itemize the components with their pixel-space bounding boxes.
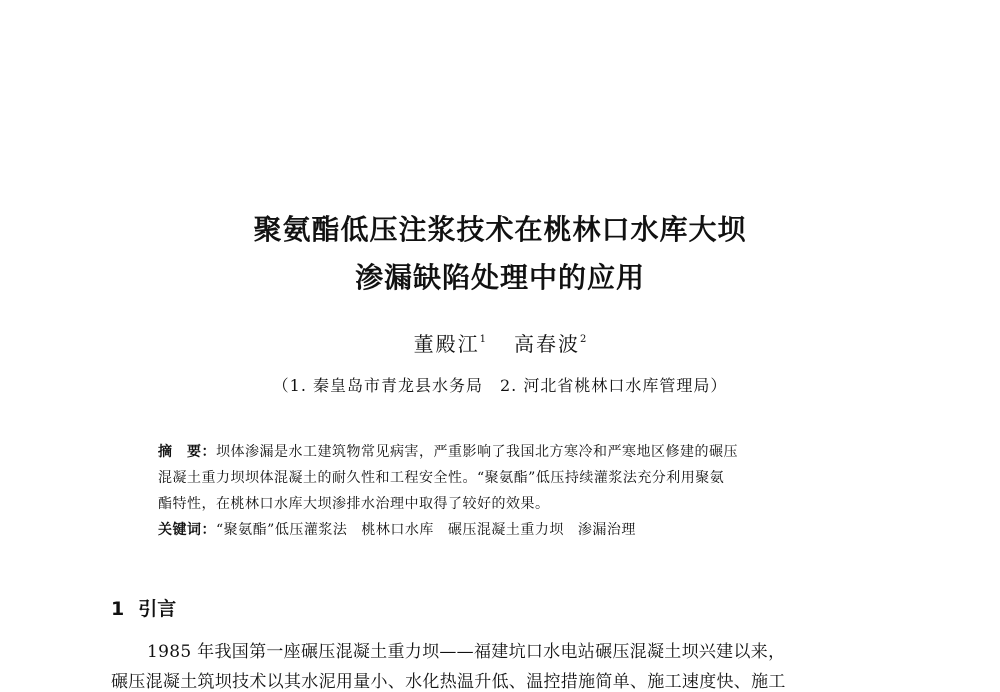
keywords (158, 520, 848, 540)
keyword: 碾压混凝土重力坝 (447, 522, 564, 538)
author-name: 董殿江 (413, 332, 480, 356)
keywords-label: 关键词： (158, 522, 216, 538)
authors (0, 328, 1000, 357)
section-heading (111, 594, 176, 621)
abstract-line-1 (158, 442, 848, 462)
title-line-2: 渗漏缺陷处理中的应用 (354, 261, 645, 294)
author-affiliation-mark: 2 (580, 334, 587, 345)
abstract-line-3: 酯特性，在桃林口水库大坝渗排水治理中取得了较好的效果。 (158, 496, 550, 512)
abstract-line-2: 混凝土重力坝坝体混凝土的耐久性和工程安全性。“聚氨酯”低压持续灌浆法充分利用聚氨 (158, 470, 725, 486)
abstract-text: 坝体渗漏是水工建筑物常见病害，严重影响了我国北方寒冷和严寒地区修建的碾压 (216, 444, 738, 460)
author-name: 高春波 (514, 332, 580, 356)
section-number: 1 (111, 598, 125, 620)
keyword: “聚氨酯”低压灌浆法 (216, 522, 348, 538)
section-title: 引言 (138, 598, 177, 620)
keyword: 渗漏治理 (577, 522, 636, 538)
affiliations: （1. 秦皇岛市青龙县水务局 2. 河北省桃林口水库管理局） (272, 376, 728, 395)
author-affiliation-mark: 1 (479, 334, 486, 345)
title-line-1: 聚氨酯低压注浆技术在桃林口水库大坝 (253, 213, 747, 246)
body-text-line-1: 1985 年我国第一座碾压混凝土重力坝——福建坑口水电站碾压混凝土坝兴建以来， (147, 642, 786, 662)
keyword: 桃林口水库 (361, 522, 434, 538)
body-text-line-2: 碾压混凝土筑坝技术以其水泥用量小、水化热温升低、温控措施简单、施工速度快、施工 (111, 672, 786, 692)
abstract-label: 摘 要： (158, 444, 216, 460)
